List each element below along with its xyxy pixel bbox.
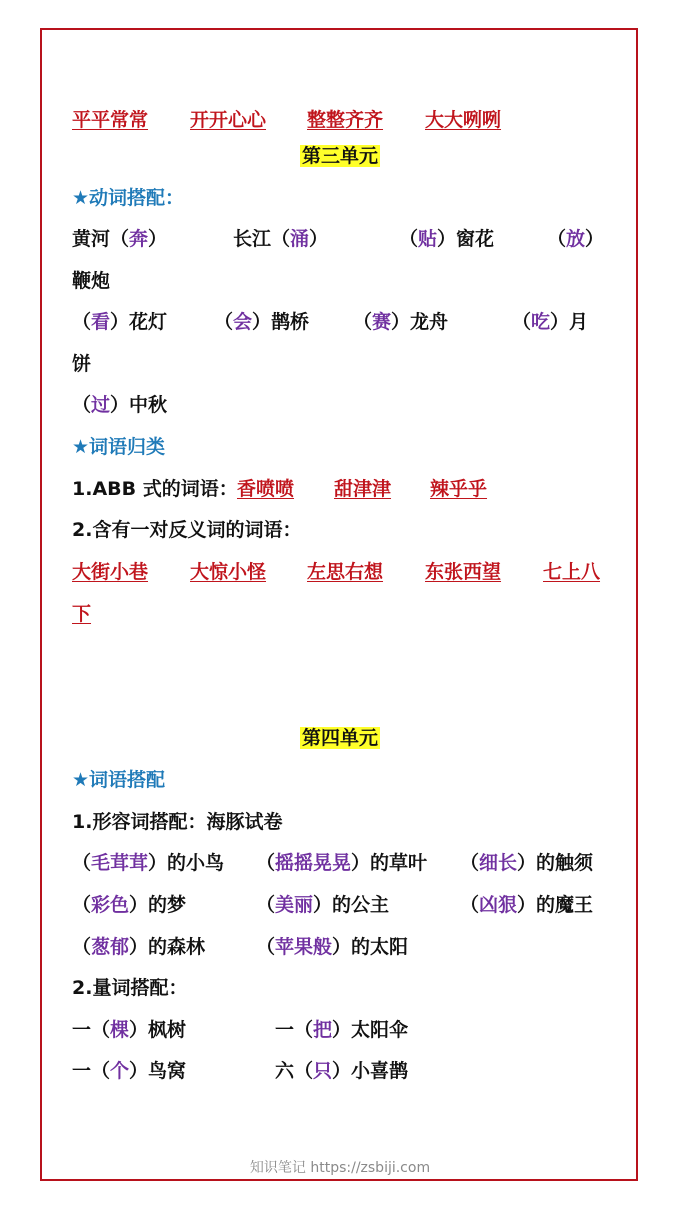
- classify-heading: ★词语归类: [72, 436, 166, 458]
- adj-item: （凶狠）的魔王: [460, 894, 594, 916]
- adj-item: （彩色）的梦: [72, 894, 187, 916]
- verb-row-wrap: 饼: [72, 353, 92, 375]
- verb-item: （贴）窗花: [399, 228, 495, 250]
- verb-item: 长江（涌）: [233, 228, 329, 250]
- verb-item: （会）鹊桥: [214, 311, 310, 333]
- measure-item: 六（只）小喜鹊: [275, 1060, 409, 1082]
- adj-label: 1.形容词搭配：海豚试卷: [72, 811, 283, 833]
- verb-item: （放）: [547, 228, 605, 250]
- antonym-label: 2.含有一对反义词的词语：: [72, 519, 302, 541]
- verb-item: （吃）月: [512, 311, 589, 333]
- antonym-word: 东张西望: [425, 561, 502, 583]
- antonym-word: 左思右想: [307, 561, 384, 583]
- abb-label: 1.ABB 式的词语：: [72, 478, 238, 500]
- unit4-title: 第四单元: [301, 727, 378, 749]
- antonym-word: 大惊小怪: [190, 561, 267, 583]
- unit3-title: 第三单元: [301, 145, 378, 167]
- verb-item: （看）花灯: [72, 311, 168, 333]
- adj-item: （美丽）的公主: [256, 894, 390, 916]
- measure-item: 一（个）鸟窝: [72, 1060, 187, 1082]
- measure-label: 2.量词搭配：: [72, 977, 188, 999]
- unit4-heading: [0, 725, 680, 751]
- verb-item: （过）中秋: [72, 394, 168, 416]
- top-word: 平平常常: [72, 109, 149, 131]
- antonym-word: 大街小巷: [72, 561, 149, 583]
- top-word: 开开心心: [190, 109, 267, 131]
- abb-word: 辣乎乎: [430, 478, 488, 500]
- adj-item: （苹果般）的太阳: [256, 936, 409, 958]
- adj-item: （细长）的触须: [460, 852, 594, 874]
- measure-item: 一（把）太阳伞: [275, 1019, 409, 1041]
- top-word: 整整齐齐: [307, 109, 384, 131]
- top-word: 大大咧咧: [425, 109, 502, 131]
- unit3-heading: [0, 143, 680, 169]
- antonym-word: 七上八: [543, 561, 601, 583]
- adj-item: （摇摇晃晃）的草叶: [256, 852, 428, 874]
- footer-watermark: 知识笔记 https://zsbiji.com: [249, 1160, 431, 1176]
- measure-item: 一（棵）枫树: [72, 1019, 187, 1041]
- verb-row-wrap: 鞭炮: [72, 270, 111, 292]
- adj-item: （葱郁）的森林: [72, 936, 206, 958]
- verb-item: 黄河（奔）: [72, 228, 168, 250]
- verb-heading: ★动词搭配：: [72, 187, 185, 209]
- antonym-word-wrap: 下: [72, 603, 92, 625]
- adj-item: （毛茸茸）的小鸟: [72, 852, 225, 874]
- abb-word: 甜津津: [334, 478, 392, 500]
- verb-item: （赛）龙舟: [353, 311, 449, 333]
- abb-word: 香喷喷: [237, 478, 295, 500]
- match-heading: ★词语搭配: [72, 769, 166, 791]
